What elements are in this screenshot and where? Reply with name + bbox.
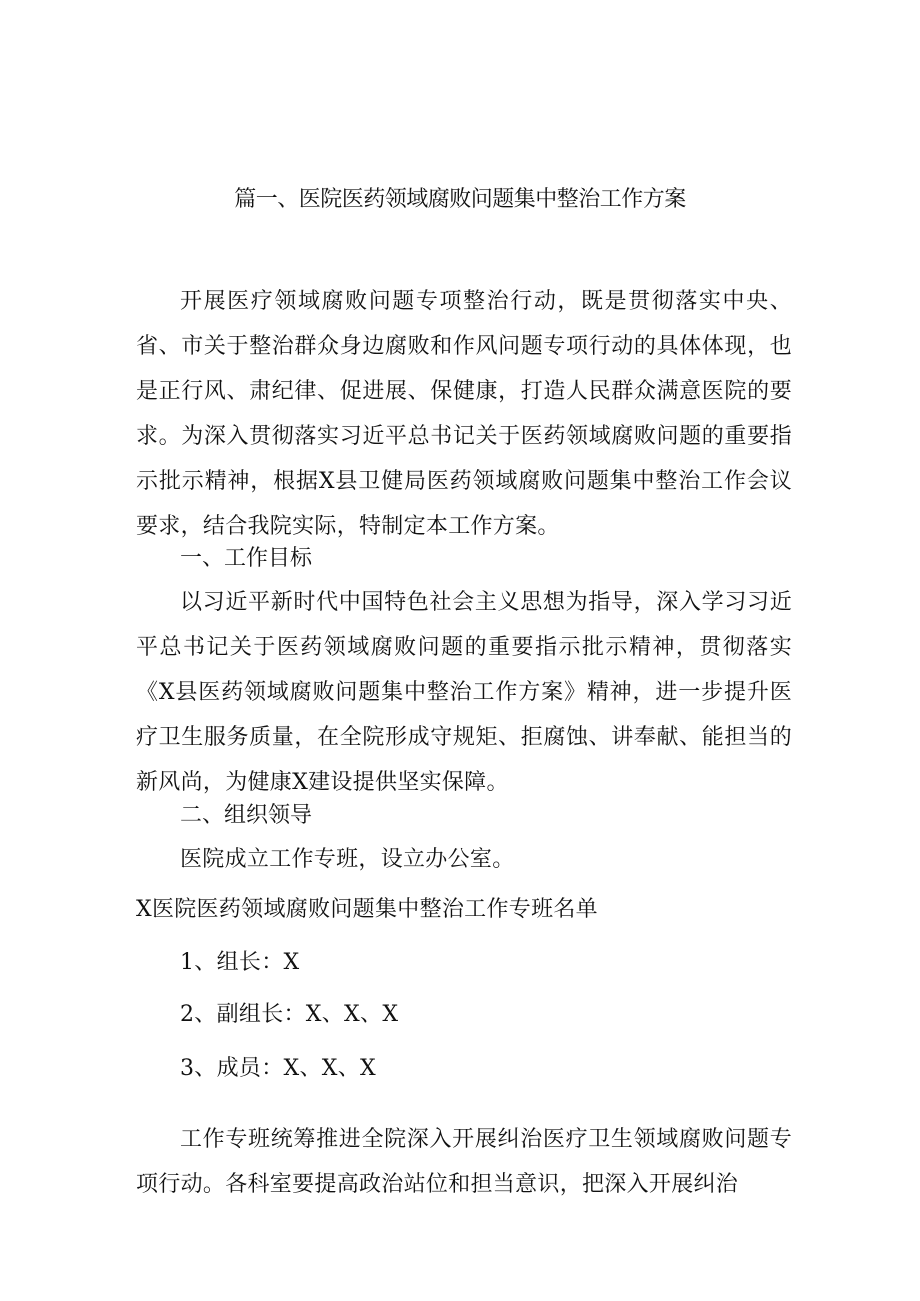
roster-item-leader: 1、组长：X [180, 950, 300, 975]
roster-title: X医院医药领域腐败问题集中整治工作专班名单 [136, 897, 598, 922]
roster-item-members: 3、成员：X、X、X [180, 1056, 376, 1081]
document-title: 篇一、医院医药领域腐败问题集中整治工作方案 [234, 187, 686, 212]
closing-paragraph: 工作专班统筹推进全院深入开展纠治医疗卫生领域腐败问题专项行动。各科室要提高政治站位和担当意识，把深入开展纠治 [136, 1127, 792, 1197]
roster-item-deputy: 2、副组长：X、X、X [180, 1002, 399, 1027]
section2-heading: 二、组织领导 [180, 803, 313, 828]
section1-paragraph: 以习近平新时代中国特色社会主义思想为指导，深入学习习近平总书记关于医药领域腐败问题的重要指示批示精神，贯彻落实《X县医药领域腐败问题集中整治工作方案》精神，进一步提升医疗卫生服务质量，在全院形成守规矩、拒腐蚀、讲奉献、能担当的新风尚，为健康X建设提供坚实保障。 [136, 590, 792, 795]
section2-line: 医院成立工作专班，设立办公室。 [180, 847, 515, 872]
intro-paragraph: 开展医疗领域腐败问题专项整治行动，既是贯彻落实中央、省、市关于整治群众身边腐败和作风问题专项行动的具体体现，也是正行风、肃纪律、促进展、保健康，打造人民群众满意医院的要求。为深入贯彻落实习近平总书记关于医药领域腐败问题的重要指示批示精神，根据X县卫健局医药领域腐败问题集中整治工作会议要求，结合我院实际，特制定本工作方案。 [136, 289, 792, 539]
section1-heading: 一、工作目标 [180, 546, 313, 571]
